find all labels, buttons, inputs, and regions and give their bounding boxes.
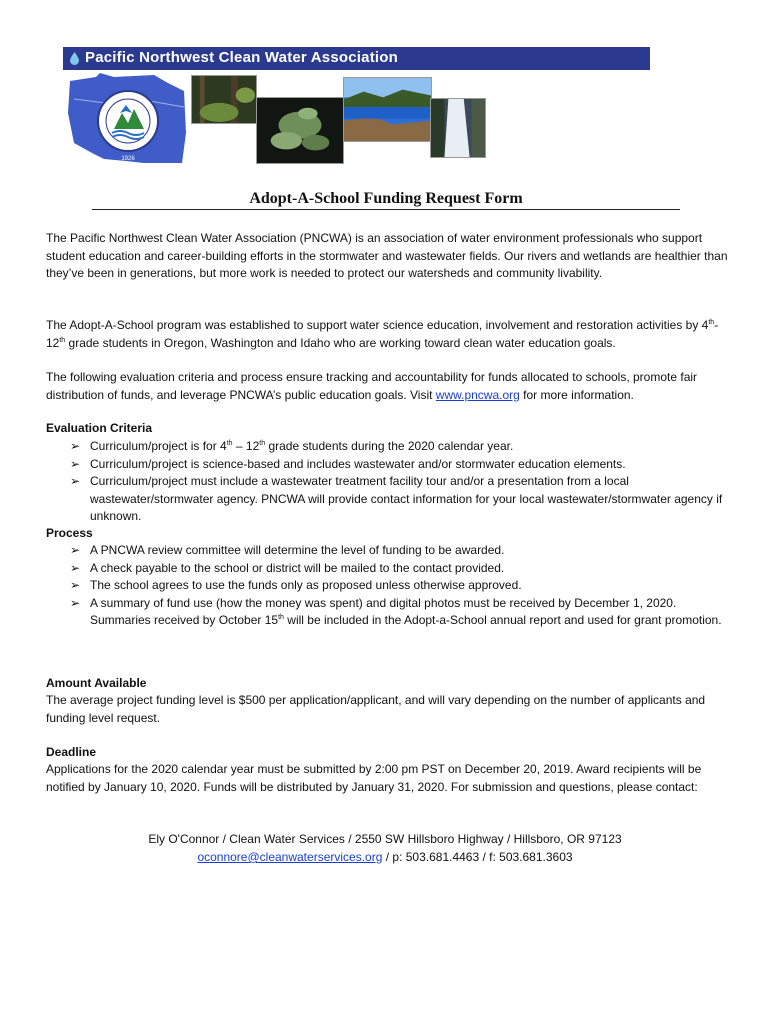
list-item: ➢ The school agrees to use the funds only as proposed unless otherwise approved. (70, 577, 730, 595)
list-item: ➢ A check payable to the school or district will be mailed to the contact provided. (70, 560, 730, 578)
pncwa-website-link[interactable]: www.pncwa.org (435, 387, 520, 402)
amount-heading: Amount Available (46, 676, 147, 690)
criteria-intro-paragraph: The following evaluation criteria and process ensure tracking and accountability for funds allocated to schools, promote fair distribution of funds, and leverage PNCWA’s public education goals. Visit www.pncwa.org for more information. (46, 370, 698, 402)
arrow-bullet-icon: ➢ (70, 560, 81, 575)
process-list (70, 542, 730, 630)
arrow-bullet-icon: ➢ (70, 456, 81, 471)
arrow-bullet-icon: ➢ (70, 595, 81, 610)
contact-details (0, 849, 770, 867)
arrow-bullet-icon: ➢ (70, 578, 81, 592)
list-item: ➢ Curriculum/project is for 4th – 12th grade students during the 2020 calendar year. (70, 438, 730, 456)
contact-address: Ely O'Connor / Clean Water Services / 2550 SW Hillsboro Highway / Hillsboro, OR 97123 (148, 832, 622, 846)
contact-phones: / p: 503.681.4463 / f: 503.681.3603 (382, 850, 573, 864)
contact-email-link[interactable]: oconnore@cleanwaterservices.org (197, 850, 383, 864)
amount-paragraph: The average project funding level is $500 per application/applicant, and will vary depending on the number of applicants and funding level request. (46, 693, 706, 725)
org-name: Pacific Northwest Clean Water Association (85, 49, 398, 66)
intro-paragraph: The Pacific Northwest Clean Water Association (PNCWA) is an association of water environment professionals who support student education and career-building efforts in the stormwater and wastewater fields. Our rivers and wetlands are healthier than they’ve been in generations, but more work is needed to protect our watersheds and community livability. (46, 231, 728, 280)
logo-year: 1926 (121, 156, 135, 162)
evaluation-list (70, 438, 730, 526)
photo-forest (191, 75, 257, 124)
arrow-bullet-icon: ➢ (70, 543, 81, 557)
list-item: ➢ A summary of fund use (how the money was spent) and digital photos must be received by December 1, 2020. Summaries received by October 15th will be included in the Adopt-a-School annual report and used for grant promotion. (70, 595, 722, 627)
pncwa-logo (66, 73, 186, 165)
deadline-paragraph: Applications for the 2020 calendar year must be submitted by 2:00 pm PST on December 20, 2019. Award recipients will be notified by January 10, 2020. Funds will be distributed by January 31, 2020. For submission and questions, please contact: (46, 762, 702, 794)
list-item: ➢ Curriculum/project must include a wastewater treatment facility tour and/or a presentation from a local wastewater/stormwater agency. PNCWA will provide contact information for your local wastewater/stormwater agency if unknown. (70, 474, 723, 523)
photo-leaves (256, 97, 344, 164)
header-banner (63, 47, 650, 70)
evaluation-heading: Evaluation Criteria (46, 421, 153, 435)
list-item: ➢ A PNCWA review committee will determine the level of funding to be awarded. (70, 542, 730, 560)
photo-waterfall (430, 98, 486, 158)
water-drop-icon (70, 52, 79, 65)
photo-lake (343, 77, 432, 142)
list-item: ➢ Curriculum/project is science-based and includes wastewater and/or stormwater education elements. (70, 456, 730, 474)
arrow-bullet-icon: ➢ (70, 439, 81, 453)
arrow-bullet-icon: ➢ (70, 474, 81, 488)
title-divider (92, 209, 680, 210)
process-heading: Process (46, 526, 93, 540)
program-paragraph: The Adopt-A-School program was established to support water science education, involvement and restoration activities by 4th-12th grade students in Oregon, Washington and Idaho who are working toward clean water education goals. (46, 318, 719, 350)
deadline-heading: Deadline (46, 745, 97, 759)
form-title: Adopt-A-School Funding Request Form (249, 190, 523, 207)
